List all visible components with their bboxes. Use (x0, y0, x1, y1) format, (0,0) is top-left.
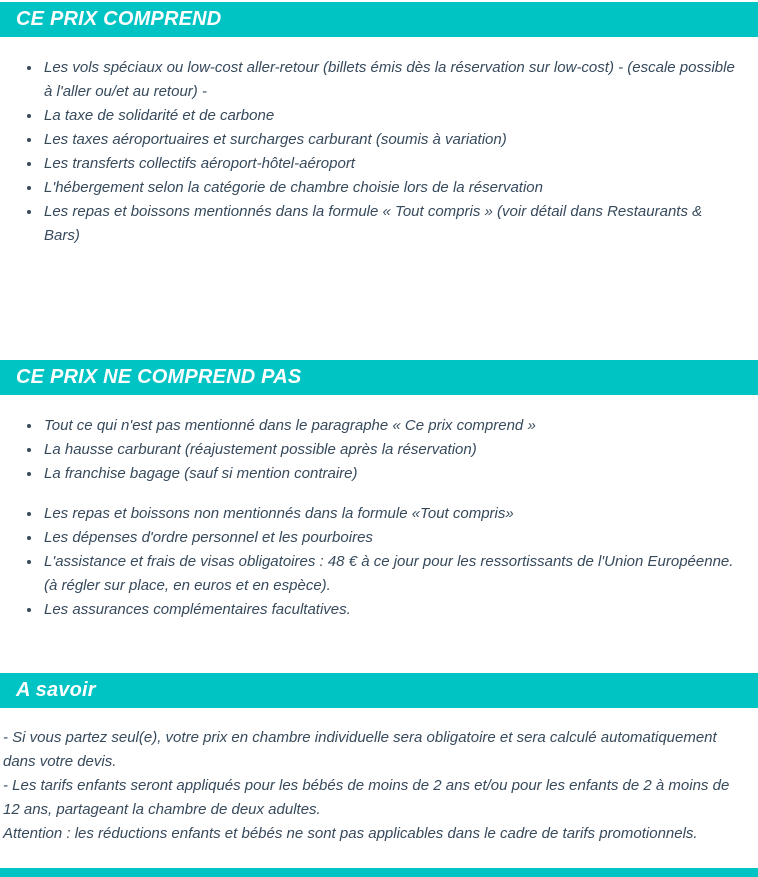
note-paragraph: Attention : les réductions enfants et bébés ne sont pas applicables dans le cadre de tarifs promotionnels. (3, 825, 698, 842)
list-item: • Les transferts collectifs aéroport-hôtel-aéroport (42, 152, 740, 176)
note-paragraph: - Les tarifs enfants seront appliqués pour les bébés de moins de 2 ans et/ou pour les enfants de 2 à moins de 12 ans, partageant la chambre de deux adultes. (3, 777, 730, 818)
price-included-header-bar (0, 2, 758, 37)
section-a-savoir (0, 673, 758, 846)
price-included-list (0, 56, 758, 248)
section-price-not-included (0, 360, 758, 622)
price-not-included-title: CE PRIX NE COMPREND PAS (16, 366, 302, 388)
list-item: • Tout ce qui n'est pas mentionné dans le paragraphe « Ce prix comprend » (42, 414, 740, 438)
section-price-included (0, 2, 758, 248)
list-item: • La franchise bagage (sauf si mention contraire) (42, 462, 740, 486)
list-item: • La hausse carburant (réajustement possible après la réservation) (42, 438, 740, 462)
price-not-included-list-2 (0, 502, 758, 622)
list-item: • Les assurances complémentaires facultatives. (42, 598, 740, 622)
a-savoir-notes (0, 726, 758, 846)
list-item: • Les vols spéciaux ou low-cost aller-retour (billets émis dès la réservation sur low-cost) - (escale possible à l'aller ou/et au retour) - (42, 56, 740, 104)
list-item: • Les dépenses d'ordre personnel et les pourboires (42, 526, 740, 550)
list-item: • La taxe de solidarité et de carbone (42, 104, 740, 128)
price-not-included-header-bar (0, 360, 758, 395)
list-item: • L'hébergement selon la catégorie de chambre choisie lors de la réservation (42, 176, 740, 200)
note-paragraph: - Si vous partez seul(e), votre prix en chambre individuelle sera obligatoire et sera calculé automatiquement dans votre devis. (3, 729, 717, 770)
list-item: • Les repas et boissons mentionnés dans la formule « Tout compris » (voir détail dans Restaurants & Bars) (42, 200, 740, 248)
next-section-header-partial (0, 868, 758, 877)
list-item: • L'assistance et frais de visas obligatoires : 48 € à ce jour pour les ressortissants de l'Union Européenne. (à régler sur place, en euros et en espèce). (42, 550, 740, 598)
a-savoir-header-bar (0, 673, 758, 708)
list-item: • Les repas et boissons non mentionnés dans la formule «Tout compris» (42, 502, 740, 526)
list-item: • Les taxes aéroportuaires et surcharges carburant (soumis à variation) (42, 128, 740, 152)
price-not-included-list-1 (0, 414, 758, 486)
pricing-details-page (0, 2, 758, 877)
price-included-title: CE PRIX COMPREND (16, 8, 222, 30)
a-savoir-title: A savoir (16, 679, 96, 701)
